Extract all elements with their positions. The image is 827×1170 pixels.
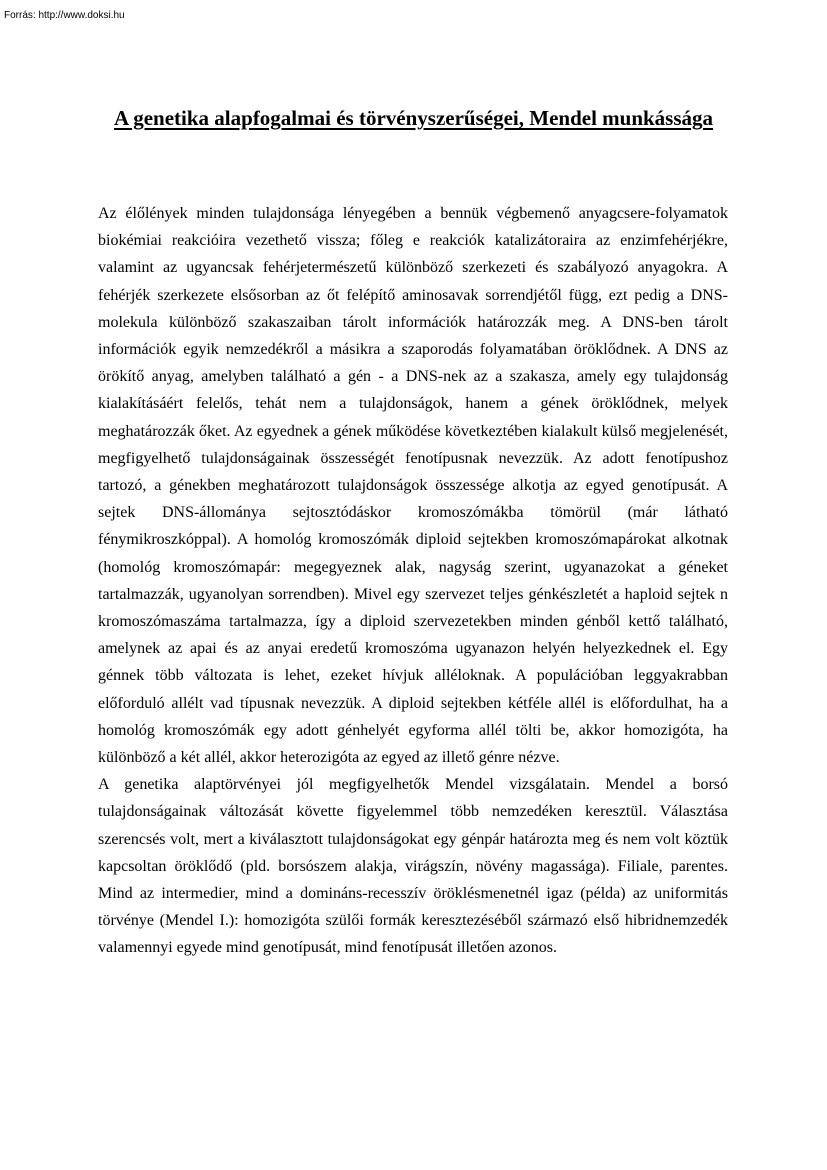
document-title: A genetika alapfogalmai és törvényszerűségei, Mendel munkássága (113, 106, 714, 130)
source-url-label: Forrás: http://www.doksi.hu (4, 10, 125, 21)
body-paragraph: A genetika alaptörvényei jól megfigyelhetők Mendel vizsgálatain. Mendel a borsó tulajdonságainak változását követte figyelemmel több nemzedéken keresztül. Választása szerencsés volt, mert a kiválasztott tulajdonságokat egy génpár határozta meg és nem volt köztük kapcsoltan öröklődő (pld. borsószem alakja, virágszín, növény magassága). Filiale, parentes. Mind az intermedier, mind a domináns-recesszív öröklésmenetnél igaz (példa) az uniformitás törvénye (Mendel I.): homozigóta szülői formák keresztezéséből származó első hibridnemzedék valamennyi egyede mind genotípusát, mind fenotípusát illetően azonos. (98, 776, 728, 957)
document-body (98, 200, 728, 962)
body-paragraph: Az élőlények minden tulajdonsága lényegében a bennük végbemenő anyagcsere-folyamatok biokémiai reakcióira vezethető vissza; főleg e reakciók katalizátoraira az enzimfehérjékre, valamint az ugyancsak fehérjetermészetű különböző szerkezeti és szabályozó anyagokra. A fehérjék szerkezete elsősorban az őt felépítő aminosavak sorrendjétől függ, ezt pedig a DNS-molekula különböző szakaszaiban tárolt információk határozzák meg. A DNS-ben tárolt információk egyik nemzedékről a másikra a szaporodás folyamatában öröklődnek. A DNS az örökítő anyag, amelyben található a gén - a DNS-nek az a szakasza, amely egy tulajdonság kialakításáért felelős, tehát nem a tulajdonságok, hanem a gének öröklődnek, melyek meghatározzák őket. Az egyednek a gének működése következtében kialakult külső megjelenését, megfigyelhető tulajdonságainak összességét fenotípusnak nevezzük. Az adott fenotípushoz tartozó, a génekben meghatározott tulajdonságok összessége alkotja az egyed genotípusát. A sejtek DNS-állománya sejtosztódáskor kromoszómákba tömörül (már látható fénymikroszkóppal). A homológ kromoszómák diploid sejtekben kromoszómapárokat alkotnak (homológ kromoszómapár: megegyeznek alak, nagyság szerint, ugyanazokat a géneket tartalmazzák, ugyanolyan sorrendben). Mivel egy szervezet teljes génkészletét a haploid sejtek n kromoszómaszáma tartalmazza, így a diploid szervezetekben minden génből kettő található, amelynek az apai és az anyai eredetű kromoszóma ugyanazon helyén helyezkednek el. Egy génnek több változata is lehet, ezeket hívjuk alléloknak. A populációban leggyakrabban előforduló allélt vad típusnak nevezzük. A diploid sejtekben kétféle allél is előfordulhat, ha a homológ kromoszómák egy adott génhelyét egyforma allél tölti be, akkor homozigóta, ha különböző a két allél, akkor heterozigóta az egyed az illető génre nézve. (98, 205, 728, 767)
